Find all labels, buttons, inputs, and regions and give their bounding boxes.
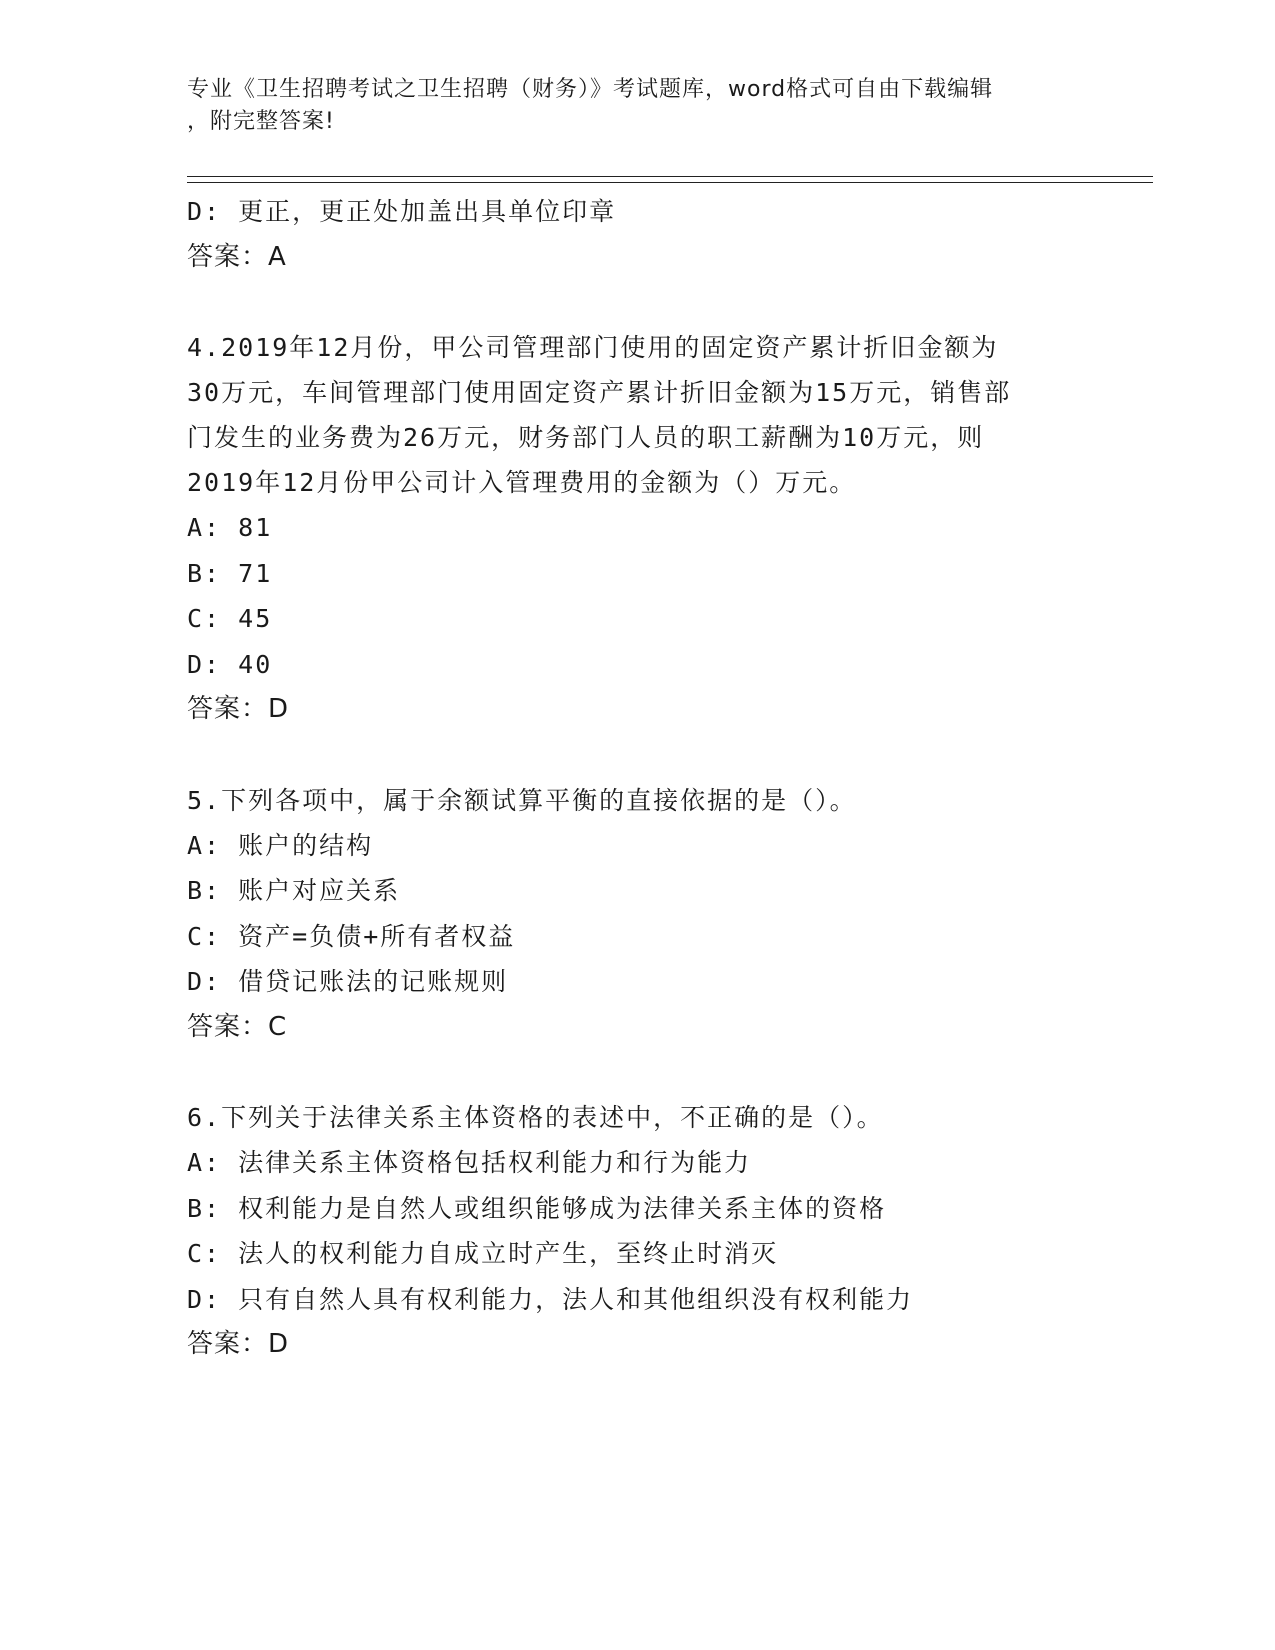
option-a: A: 法律关系主体资格包括权利能力和行为能力 [187,1148,752,1177]
option-d: D: 借贷记账法的记账规则 [187,967,509,996]
document-header [187,74,1067,138]
previous-question-tail [187,189,1087,280]
option-d: D: 40 [187,649,273,679]
stem-line: 6.下列关于法律关系主体资格的表述中，不正确的是（）。 [187,1103,884,1132]
stem-line: 30万元，车间管理部门使用固定资产累计折旧金额为15万元，销售部 [187,378,1012,407]
header-line-1: 专业《卫生招聘考试之卫生招聘（财务）》考试题库，word格式可自由下载编辑 [187,77,994,102]
header-rule-bottom [187,182,1153,183]
answer-line: 答案：C [187,1011,288,1042]
spacer [187,1050,1087,1095]
option-b: B: 权利能力是自然人或组织能够成为法律关系主体的资格 [187,1193,887,1223]
option-c: C: 资产=负债+所有者权益 [187,921,516,951]
answer-line: 答案：A [187,241,287,272]
answer-line: 答案：D [187,694,290,724]
option-b: B: 71 [187,558,273,588]
option-c: C: 法人的权利能力自成立时产生，至终止时消灭 [187,1239,779,1268]
option-d: D: 更正，更正处加盖出具单位印章 [187,197,617,226]
stem-line: 门发生的业务费为26万元，财务部门人员的职工薪酬为10万元，则 [187,423,985,452]
header-line-2: ，附完整答案! [187,109,335,134]
question-list [187,189,1087,1368]
header-rule-top [187,176,1153,177]
stem-line: 2019年12月份甲公司计入管理费用的金额为（）万元。 [187,468,857,497]
option-c: C: 45 [187,604,273,633]
answer-line: 答案：D [187,1329,290,1359]
question-6 [187,1095,1087,1368]
option-a: A: 账户的结构 [187,830,374,860]
question-4 [187,325,1087,733]
option-d: D: 只有自然人具有权利能力，法人和其他组织没有权利能力 [187,1284,914,1314]
question-stem [187,1095,1087,1140]
spacer [187,733,1087,778]
question-5 [187,778,1087,1051]
option-a: A: 81 [187,513,273,542]
option-b: B: 账户对应关系 [187,876,401,905]
question-stem [187,778,1087,823]
stem-line: 5.下列各项中，属于余额试算平衡的直接依据的是（）。 [187,785,857,815]
spacer [187,280,1087,325]
question-stem [187,325,1087,505]
stem-line: 4.2019年12月份，甲公司管理部门使用的固定资产累计折旧金额为 [187,333,999,362]
